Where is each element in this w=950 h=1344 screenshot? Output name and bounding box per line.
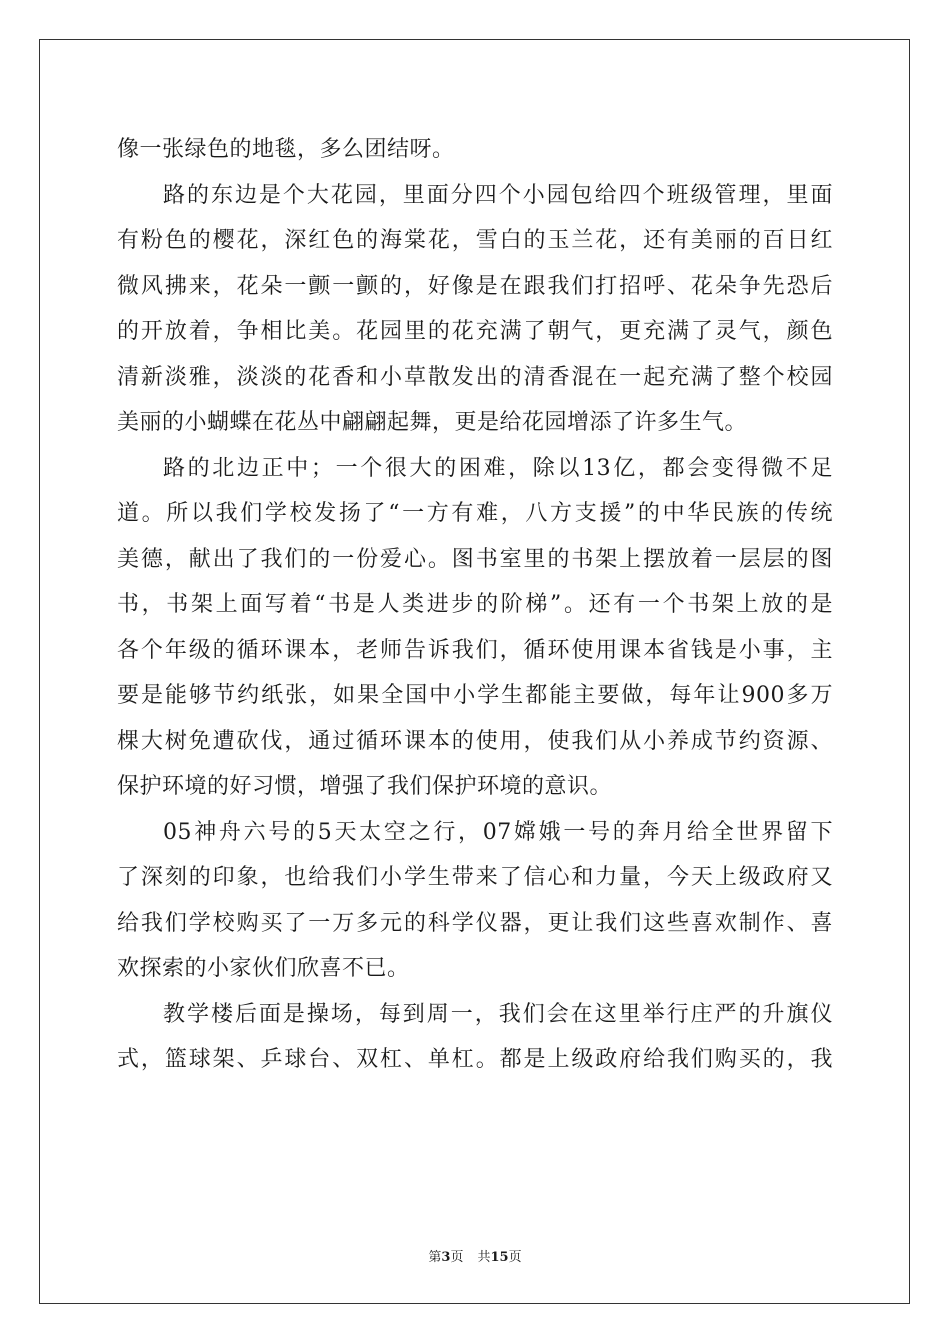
page-prefix: 第 [428,1250,442,1265]
total-suffix: 页 [508,1250,522,1265]
text-line: 美丽的小蝴蝶在花丛中翩翩起舞，更是给花园增添了许多生气。 [117,410,748,435]
text-line: 书，书架上面写着“书是人类进步的阶梯”。还有一个书架上放的是 [117,592,833,617]
text-line: 的开放着，争相比美。花园里的花充满了朝气，更充满了灵气，颜色 [117,319,833,344]
paragraph-start-line: 路的北边正中；一个很大的困难，除以13亿，都会变得微不足 [163,455,833,481]
page-footer [0,1246,950,1265]
text-line: 棵大树免遭砍伐，通过循环课本的使用，使我们从小养成节约资源、 [117,728,833,754]
text-line: 各个年级的循环课本，老师告诉我们，循环使用课本省钱是小事，主 [117,637,833,663]
total-page-number: 15 [490,1250,509,1265]
paragraph-start-line: 教学楼后面是操场，每到周一，我们会在这里举行庄严的升旗仪 [163,1001,833,1027]
paragraph-start-line: 路的东边是个大花园，里面分四个小园包给四个班级管理，里面 [163,182,833,208]
text-line: 保护环境的好习惯，增强了我们保护环境的意识。 [117,774,613,799]
text-line: 清新淡雅，淡淡的花香和小草散发出的清香混在一起充满了整个校园 [117,364,833,390]
page-suffix: 页 [450,1250,464,1265]
text-line: 式，篮球架、乒球台、双杠、单杠。都是上级政府给我们购买的，我 [117,1047,833,1072]
current-page-number: 3 [441,1250,451,1265]
text-line: 欢探索的小家伙们欣喜不已。 [117,956,410,981]
text-line: 美德，献出了我们的一份爱心。图书室里的书架上摆放着一层层的图 [117,546,833,572]
text-line: 给我们学校购买了一万多元的科学仪器，更让我们这些喜欢制作、喜 [117,910,833,936]
text-line: 微风拂来，花朵一颤一颤的，好像是在跟我们打招呼、花朵争先恐后 [117,273,833,299]
document-body [117,127,833,1083]
text-line: 要是能够节约纸张，如果全国中小学生都能主要做，每年让900多万 [117,683,833,708]
text-line: 像一张绿色的地毯，多么团结呀。 [117,137,455,162]
total-prefix: 共 [477,1250,491,1265]
text-line: 有粉色的樱花，深红色的海棠花，雪白的玉兰花，还有美丽的百日红 [117,228,833,253]
paragraph-start-line: 05神舟六号的5天太空之行，07嫦娥一号的奔月给全世界留下 [163,819,833,845]
text-line: 了深刻的印象，也给我们小学生带来了信心和力量，今天上级政府又 [117,865,833,890]
text-line: 道。所以我们学校发扬了“一方有难，八方支援”的中华民族的传统 [117,501,833,526]
